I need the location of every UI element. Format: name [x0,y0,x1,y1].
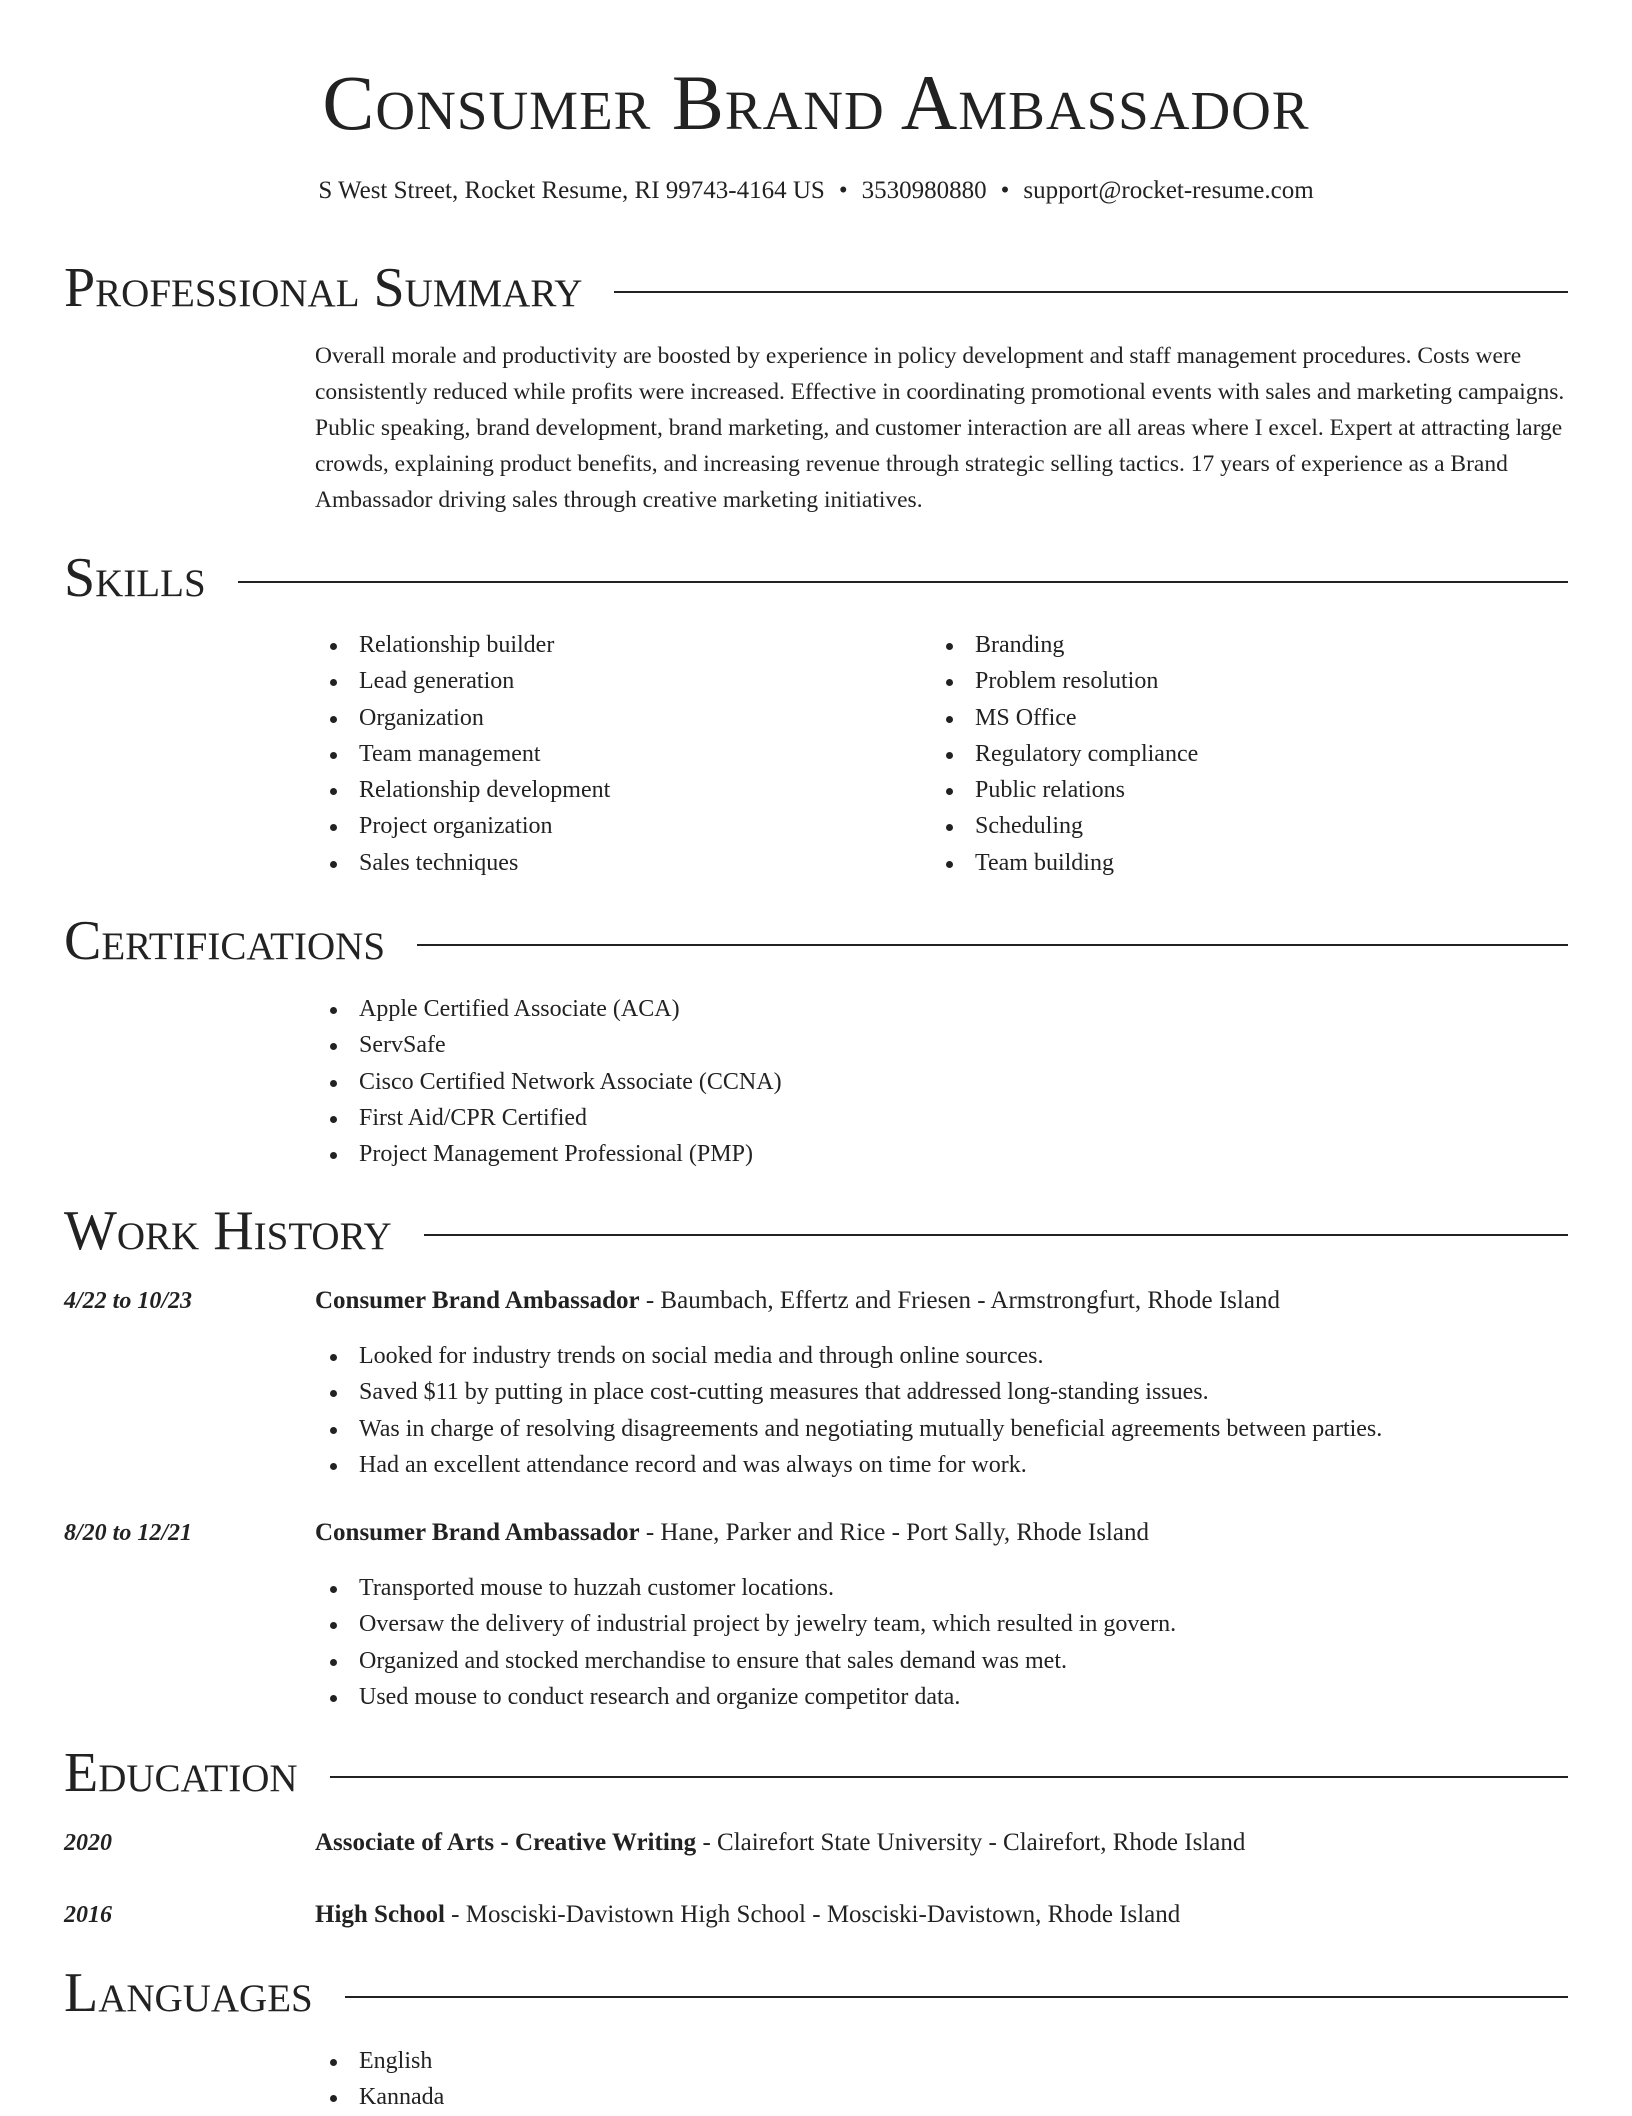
skill-item: Sales techniques [315,845,915,881]
skill-item: Problem resolution [931,663,1531,699]
skill-item: Lead generation [315,663,915,699]
contact-line [0,174,1632,208]
skill-item: Organization [315,700,915,736]
candidate-name: Consumer Brand Ambassador [322,59,1310,146]
education-degree: High School [315,1901,445,1928]
education-year: 2016 [64,1902,112,1928]
section-title: Languages [64,1962,313,2024]
contact-email: support@rocket-resume.com [1023,177,1314,204]
contact-separator: • [1000,177,1010,204]
job-bullet: Had an excellent attendance record and was always on time for work. [315,1447,1565,1483]
job-bullet: Was in charge of resolving disagreements and negotiating mutually beneficial agreements between parties. [315,1411,1565,1447]
certification-item: Project Management Professional (PMP) [315,1136,1515,1172]
certification-item: First Aid/CPR Certified [315,1100,1515,1136]
skills-list-left [315,627,915,881]
language-item: English [315,2043,915,2079]
education-school: - Clairefort State University - Clairefort, Rhode Island [696,1829,1246,1856]
job-bullet: Saved $11 by putting in place cost-cutting measures that addressed long-standing issues. [315,1374,1565,1410]
section-divider [345,1996,1568,1998]
certification-item: Cisco Certified Network Associate (CCNA) [315,1064,1515,1100]
job-heading [315,1284,1568,1318]
skill-item: MS Office [931,700,1531,736]
section-divider [424,1234,1568,1236]
job-employer: - Baumbach, Effertz and Friesen - Armstrongfurt, Rhode Island [639,1287,1280,1314]
languages-list [315,2043,915,2116]
job-dates: 8/20 to 12/21 [64,1520,193,1546]
job-dates: 4/22 to 10/23 [64,1288,193,1314]
section-title: Certifications [64,910,386,972]
job-bullet: Used mouse to conduct research and organize competitor data. [315,1679,1565,1715]
section-title: Skills [64,547,206,609]
section-header-languages [64,1961,1568,2025]
skills-list-right [931,627,1531,881]
section-header-education [64,1741,1568,1805]
skill-item: Branding [931,627,1531,663]
language-item: Kannada [315,2079,915,2115]
job-bullet: Oversaw the delivery of industrial project by jewelry team, which resulted in govern. [315,1606,1565,1642]
education-school: - Mosciski-Davistown High School - Mosciski-Davistown, Rhode Island [444,1901,1181,1928]
job-employer: - Hane, Parker and Rice - Port Sally, Rhode Island [639,1519,1149,1546]
skill-item: Relationship builder [315,627,915,663]
job-title: Consumer Brand Ambassador [315,1287,640,1314]
section-header-skills [64,546,1568,610]
skill-item: Regulatory compliance [931,736,1531,772]
section-title: Education [64,1742,298,1804]
job-bullet: Organized and stocked merchandise to ensure that sales demand was met. [315,1643,1565,1679]
section-divider [417,944,1568,946]
job-bullets [315,1570,1565,1715]
section-divider [330,1776,1568,1778]
education-heading [315,1898,1568,1932]
job-bullets [315,1338,1565,1483]
education-heading [315,1826,1568,1860]
education-year: 2020 [64,1830,112,1856]
skill-item: Project organization [315,808,915,844]
section-title: Work History [64,1200,392,1262]
job-title: Consumer Brand Ambassador [315,1519,640,1546]
section-divider [238,581,1568,583]
skill-item: Team management [315,736,915,772]
section-header-summary [64,256,1568,320]
skill-item: Relationship development [315,772,915,808]
job-bullet: Transported mouse to huzzah customer locations. [315,1570,1565,1606]
contact-phone: 3530980880 [861,177,987,204]
summary-text: Overall morale and productivity are boosted by experience in policy development and staff management procedures. Costs were consistently reduced while profits were increased. Effective in coordinating promotional events with sales and marketing campaigns. Public speaking, brand development, brand marketing, and customer interaction are all areas where I excel. Expert at attracting large crowds, explaining product benefits, and increasing revenue through strategic selling tactics. 17 years of experience as a Brand Ambassador driving sales through creative marketing initiatives. [315,343,1565,513]
certification-item: Apple Certified Associate (ACA) [315,991,1515,1027]
certification-item: ServSafe [315,1027,1515,1063]
skill-item: Team building [931,845,1531,881]
job-heading [315,1516,1568,1550]
contact-separator: • [838,177,848,204]
section-header-certifications [64,909,1568,973]
skill-item: Public relations [931,772,1531,808]
education-degree: Associate of Arts - Creative Writing [315,1829,697,1856]
contact-address: S West Street, Rocket Resume, RI 99743-4164 US [318,177,825,204]
section-title: Professional Summary [64,257,583,319]
certifications-list [315,991,1515,1172]
skill-item: Scheduling [931,808,1531,844]
section-divider [614,291,1568,293]
section-header-work-history [64,1199,1568,1263]
job-bullet: Looked for industry trends on social media and through online sources. [315,1338,1565,1374]
